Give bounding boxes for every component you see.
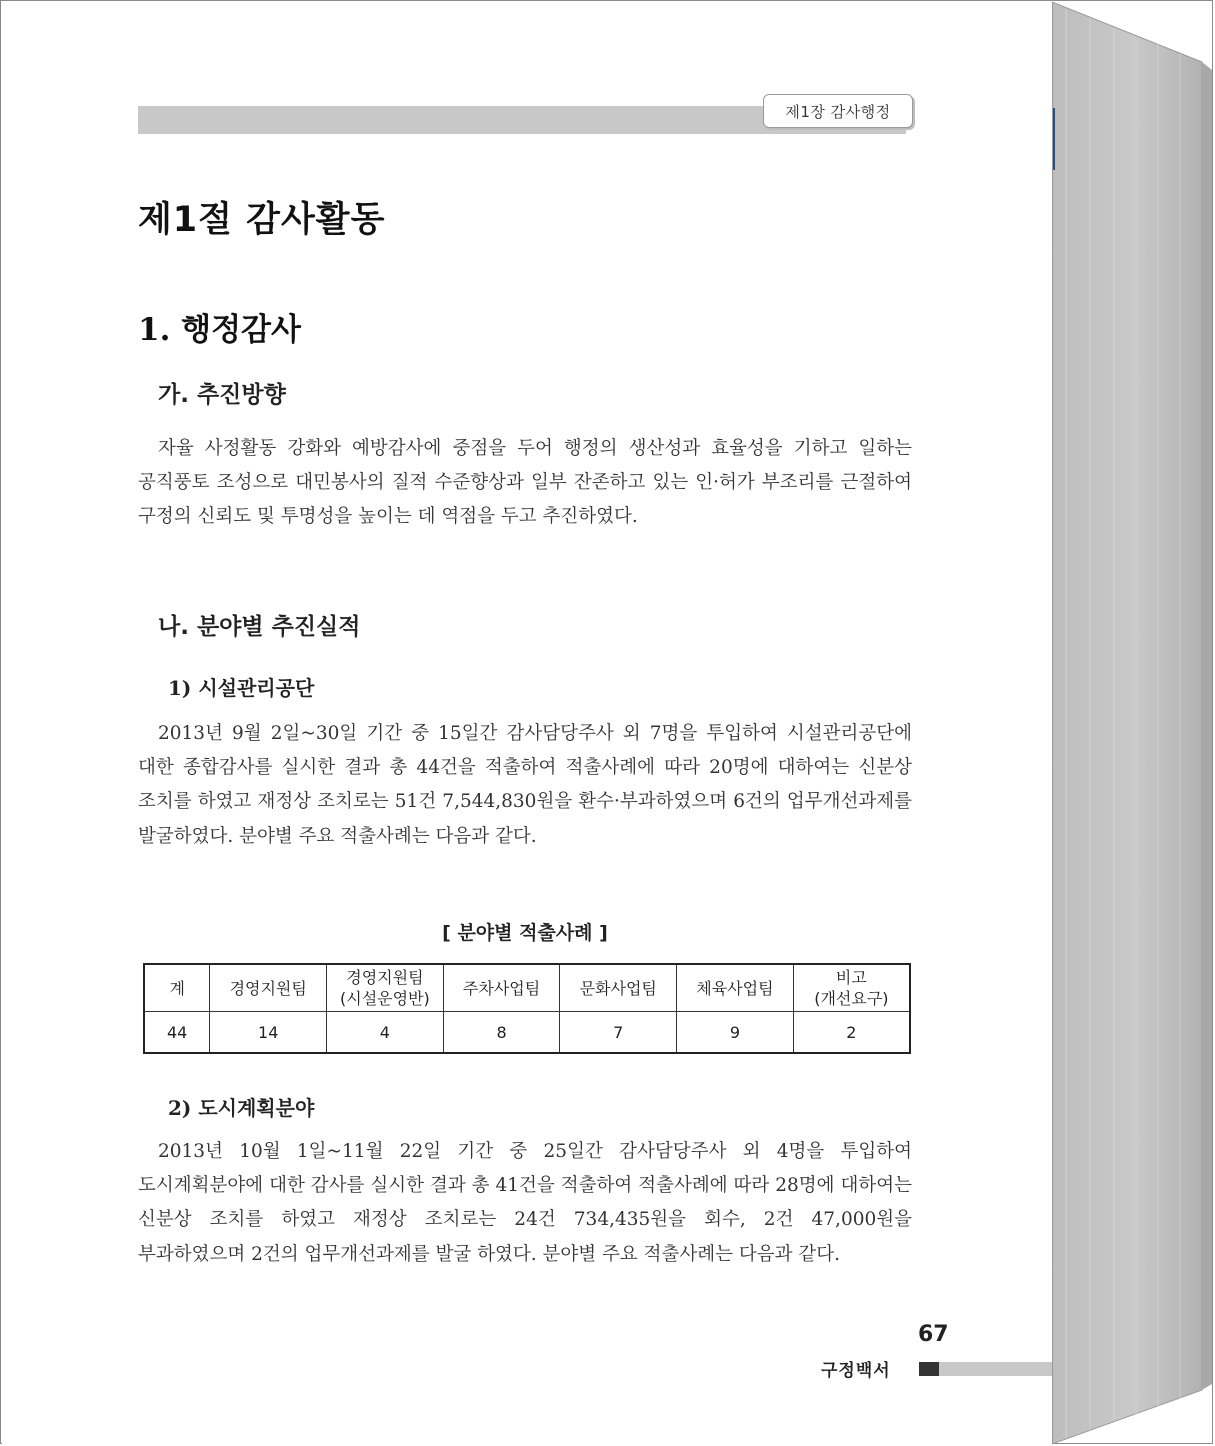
section-title: 제1절 감사활동 xyxy=(138,200,386,240)
item-urban-planning-title: 2) 도시계획분야 xyxy=(168,1096,315,1120)
heading-administrative-audit: 1. 행정감사 xyxy=(138,312,301,348)
cell-sports: 9 xyxy=(677,1012,794,1054)
facility-corp-paragraph: 2013년 9월 2일~30일 기간 중 15일간 감사담당주사 외 7명을 투입하여 시설관리공단에 대한 종합감사를 실시한 결과 총 44건을 적출하여 적출사례에 따라 20명에 대하여는 신분상 조치를 하였고 재정상 조치로는 51건 7,544,830원을 환수·부과하였으며 6건의 업무개선과제를 발굴하였다. 분야별 주요 적출사례는 다음과 같다. xyxy=(138,723,912,847)
footer-marker xyxy=(919,1362,939,1376)
col-header-sports: 체육사업팀 xyxy=(677,964,794,1012)
cell-remarks: 2 xyxy=(793,1012,910,1054)
cell-management-support-facility: 4 xyxy=(327,1012,444,1054)
subsection-results-title: 나. 분야별 추진실적 xyxy=(158,614,361,640)
cell-parking: 8 xyxy=(443,1012,560,1054)
footer-bar xyxy=(939,1362,1052,1376)
cell-culture: 7 xyxy=(560,1012,677,1054)
item-facility-corp-title: 1) 시설관리공단 xyxy=(168,676,315,700)
table-caption: [ 분야별 적출사례 ] xyxy=(442,922,608,944)
subsection-direction-title: 가. 추진방향 xyxy=(158,382,286,408)
col-header-management-support-facility: 경영지원팀 (시설운영반) xyxy=(327,964,444,1012)
urban-planning-paragraph: 2013년 10월 1일~11월 22일 기간 중 25일간 감사담당주사 외 4명을 투입하여 도시계획분야에 대한 감사를 실시한 결과 총 41건을 적출하여 적출사례에 따라 28명에 대하여는 신분상 조치를 하였고 재정상 조치로는 24건 734,435원을 회수, 2건 47,000원을 부과하였으며 2건의 업무개선과제를 발굴 하였다. 분야별 주요 적출사례는 다음과 같다. xyxy=(138,1141,912,1265)
book-title: 구정백서 xyxy=(821,1361,891,1381)
book-page-stack xyxy=(1052,0,1215,1446)
table-row xyxy=(144,1012,910,1054)
col-header-management-support: 경영지원팀 xyxy=(210,964,327,1012)
direction-paragraph: 자율 사정활동 강화와 예방감사에 중점을 두어 행정의 생산성과 효율성을 기하고 일하는 공직풍토 조성으로 대민봉사의 질적 수준향상과 일부 잔존하고 있는 인·허가 부조리를 근절하여 구정의 신뢰도 및 투명성을 높이는 데 역점을 두고 추진하였다. xyxy=(138,438,912,528)
col-header-remarks: 비고 (개선요구) xyxy=(793,964,910,1012)
findings-table xyxy=(143,963,911,1054)
cell-total: 44 xyxy=(144,1012,210,1054)
cell-management-support: 14 xyxy=(210,1012,327,1054)
page-number: 67 xyxy=(918,1322,949,1347)
chapter-tab: 제1장 감사행정 xyxy=(763,94,913,128)
col-header-culture: 문화사업팀 xyxy=(560,964,677,1012)
col-header-total: 계 xyxy=(144,964,210,1012)
table-header-row xyxy=(144,964,910,1012)
col-header-parking: 주차사업팀 xyxy=(443,964,560,1012)
